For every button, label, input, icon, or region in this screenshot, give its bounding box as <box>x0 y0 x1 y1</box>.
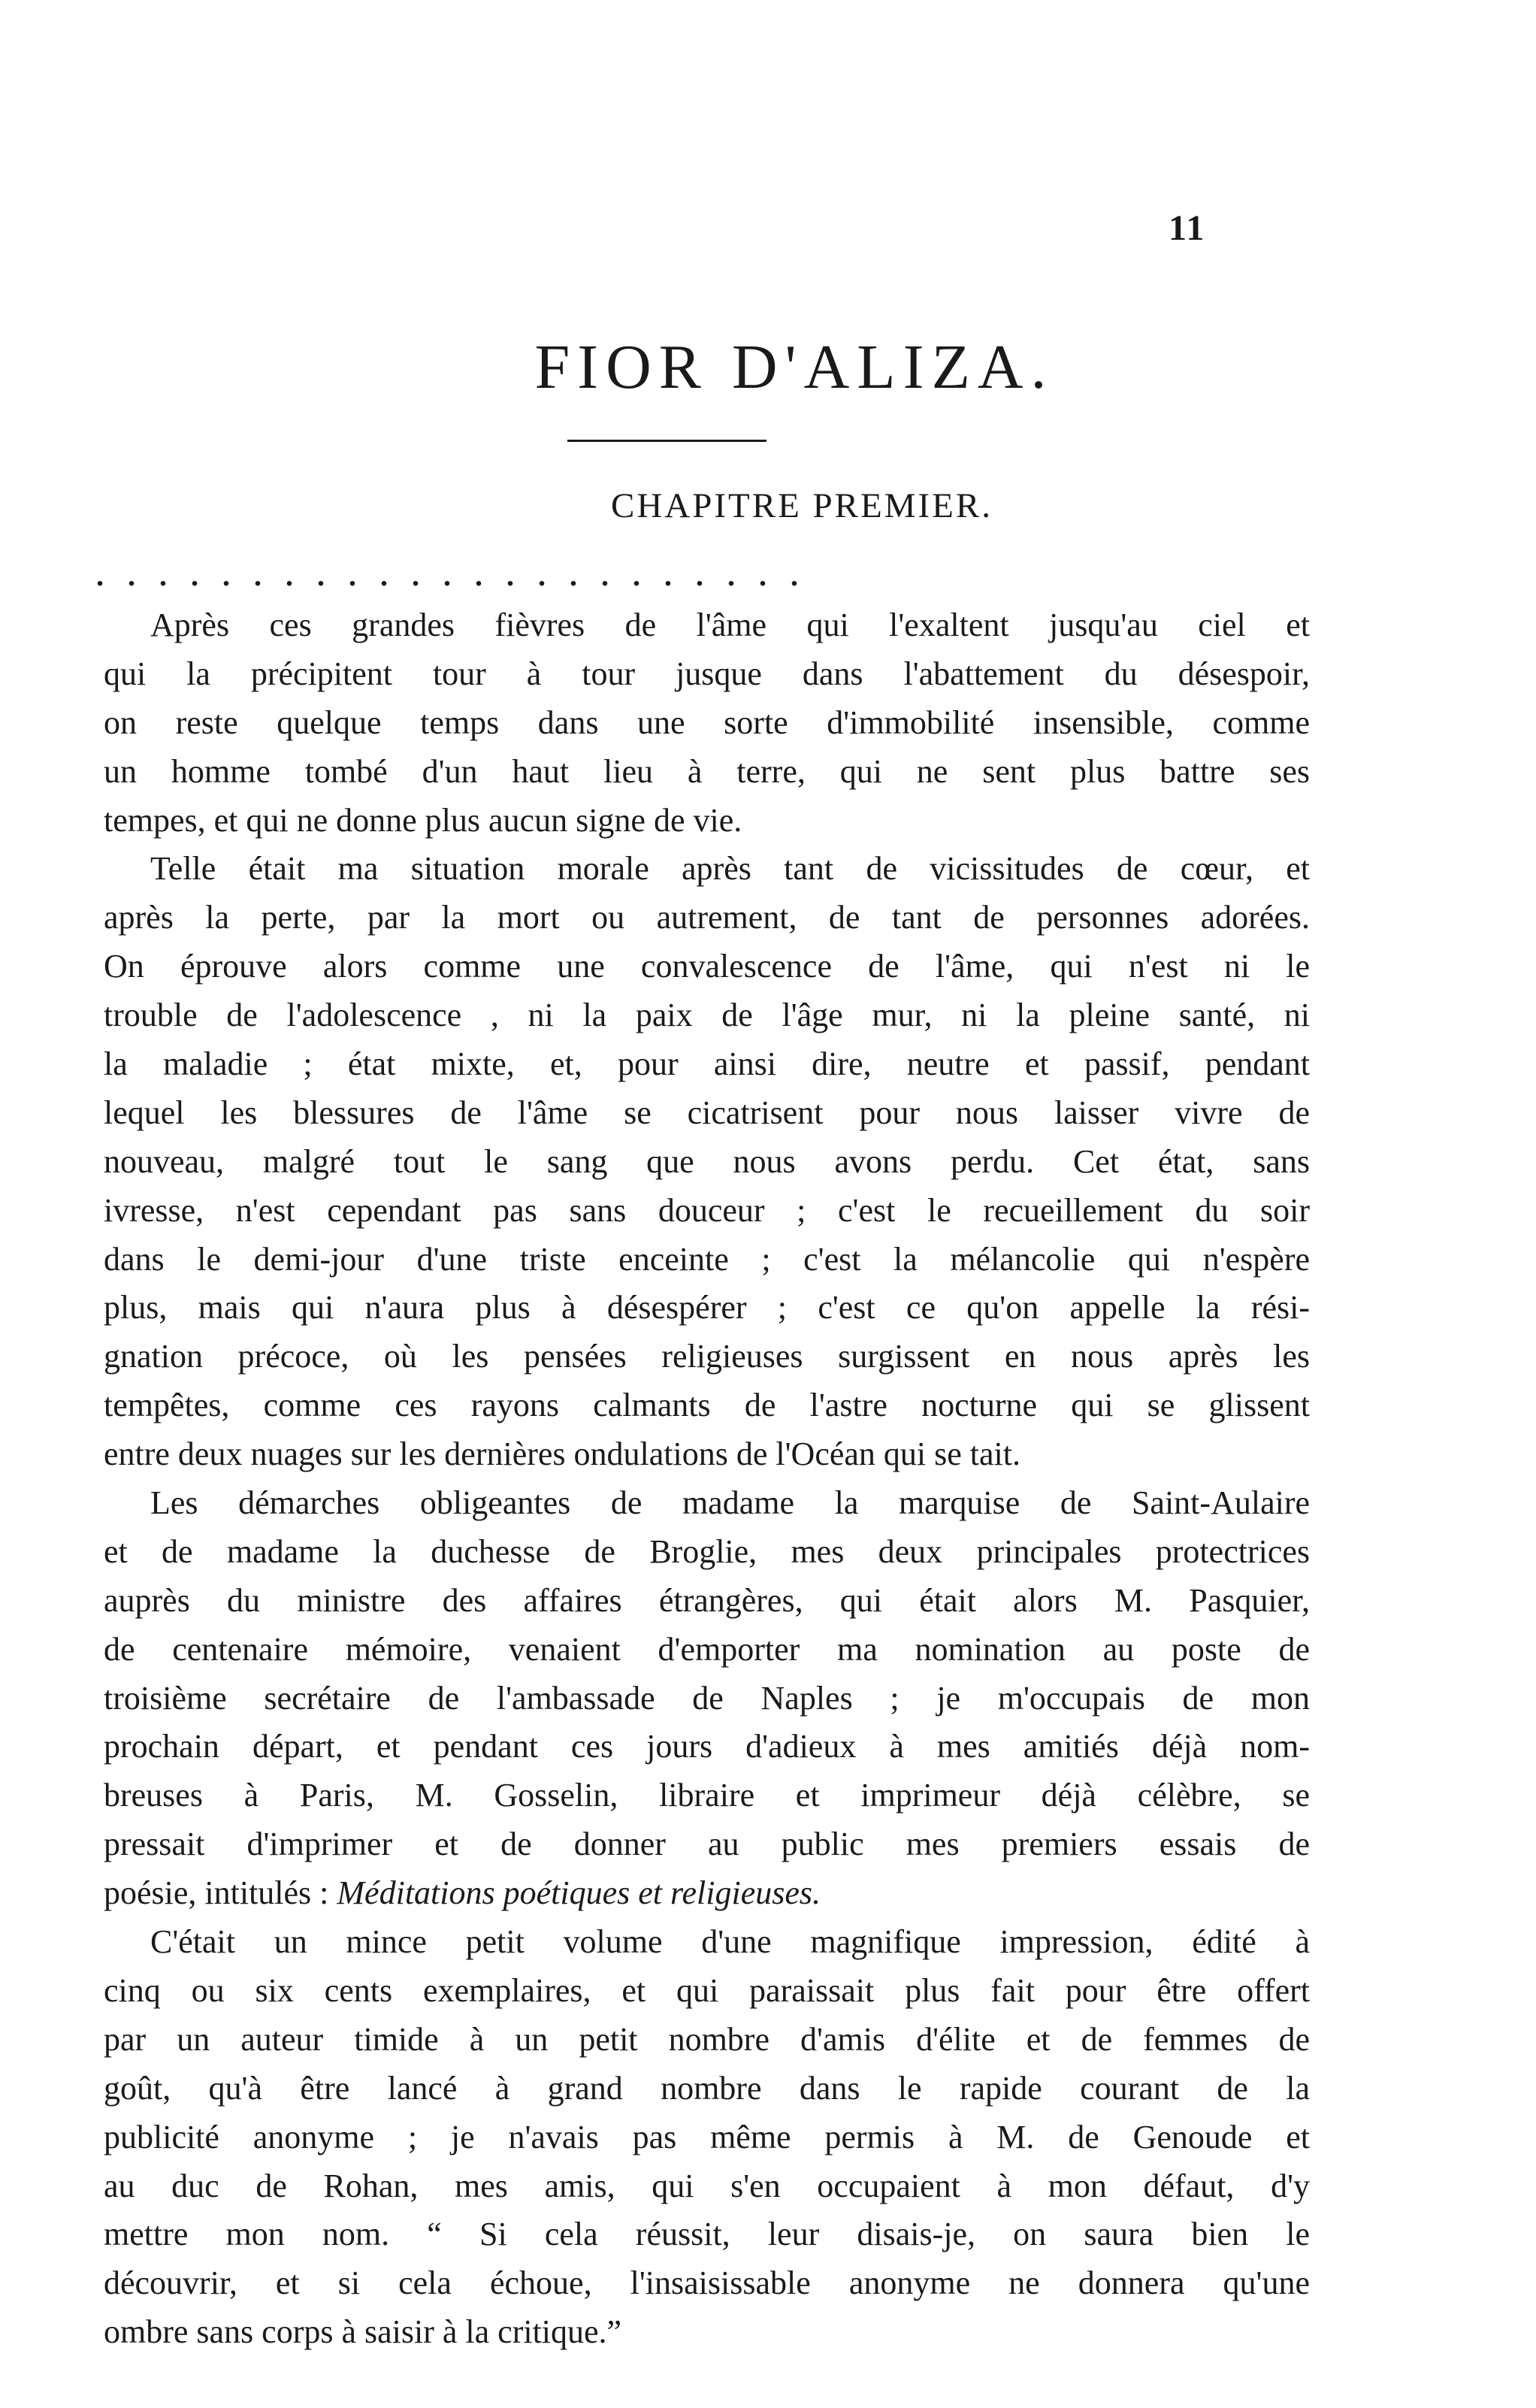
text-line: pressait d'imprimer et de donner au public mes premiers essais de <box>104 1826 1310 1863</box>
text-line: poésie, intitulés : Méditations poétiques et religieuses. <box>104 1874 821 1912</box>
text-line: auprès du ministre des affaires étrangères, qui était alors M. Pasquier, <box>104 1581 1310 1619</box>
page-title: FIOR D'ALIZA. <box>534 332 1054 402</box>
page-number: 11 <box>1169 208 1206 248</box>
text-line: goût, qu'à être lancé à grand nombre dans le rapide courant de la <box>104 2069 1310 2107</box>
text-line: breuses à Paris, M. Gosselin, libraire et imprimeur déjà célèbre, se <box>104 1777 1310 1814</box>
text-line: après la perte, par la mort ou autrement, de tant de personnes adorées. <box>104 899 1310 936</box>
text-line: C'était un mince petit volume d'une magnifique impression, édité à <box>150 1923 1310 1961</box>
text-line: ivresse, n'est cependant pas sans douceur ; c'est le recueillement du soir <box>104 1191 1310 1229</box>
title-rule <box>567 440 766 442</box>
text-line: par un auteur timide à un petit nombre d'amis d'élite et de femmes de <box>104 2020 1310 2058</box>
text-line: dans le demi-jour d'une triste enceinte ; c'est la mélancolie qui n'espère <box>104 1240 1310 1278</box>
text-line: la maladie ; état mixte, et, pour ainsi dire, neutre et passif, pendant <box>104 1045 1310 1083</box>
ellipsis-row: ....................... <box>96 558 822 592</box>
text-line: et de madame la duchesse de Broglie, mes deux principales protectrices <box>104 1532 1310 1570</box>
text-line: qui la précipitent tour à tour jusque dans l'abattement du désespoir, <box>104 655 1310 692</box>
text-line: nouveau, malgré tout le sang que nous avons perdu. Cet état, sans <box>104 1142 1310 1180</box>
body-text <box>104 601 1310 2357</box>
chapter-heading: CHAPITRE PREMIER. <box>611 486 993 525</box>
text-line: Les démarches obligeantes de madame la marquise de Saint-Aulaire <box>150 1484 1310 1522</box>
text-line: tempêtes, comme ces rayons calmants de l'astre nocturne qui se glissent <box>104 1387 1310 1424</box>
text-line: troisième secrétaire de l'ambassade de Naples ; je m'occupais de mon <box>104 1679 1310 1717</box>
text-line: plus, mais qui n'aura plus à désespérer ; c'est ce qu'on appelle la rési- <box>104 1289 1310 1327</box>
text-line: trouble de l'adolescence , ni la paix de l'âge mur, ni la pleine santé, ni <box>104 997 1310 1034</box>
text-line: Telle était ma situation morale après tant de vicissitudes de cœur, et <box>150 850 1310 888</box>
text-line: mettre mon nom. “ Si cela réussit, leur disais-je, on saura bien le <box>104 2216 1310 2253</box>
text-line: au duc de Rohan, mes amis, qui s'en occupaient à mon défaut, d'y <box>104 2167 1310 2204</box>
text-line: On éprouve alors comme une convalescence de l'âme, qui n'est ni le <box>104 948 1310 985</box>
text-line: gnation précoce, où les pensées religieuses surgissent en nous après les <box>104 1338 1310 1375</box>
text-line: découvrir, et si cela échoue, l'insaisissable anonyme ne donnera qu'une <box>104 2264 1310 2302</box>
italic-title: Méditations poétiques et religieuses. <box>337 1874 821 1912</box>
text-line: tempes, et qui ne donne plus aucun signe de vie. <box>104 801 742 839</box>
text-line: entre deux nuages sur les dernières ondulations de l'Océan qui se tait. <box>104 1435 1020 1473</box>
text-line: ombre sans corps à saisir à la critique.” <box>104 2313 622 2351</box>
text-line: Après ces grandes fièvres de l'âme qui l'exaltent jusqu'au ciel et <box>150 607 1310 643</box>
text-line: cinq ou six cents exemplaires, et qui paraissait plus fait pour être offert <box>104 1971 1310 2009</box>
text-line: de centenaire mémoire, venaient d'emporter ma nomination au poste de <box>104 1630 1310 1668</box>
text-line: lequel les blessures de l'âme se cicatrisent pour nous laisser vivre de <box>104 1094 1310 1131</box>
text-line: prochain départ, et pendant ces jours d'adieux à mes amitiés déjà nom- <box>104 1728 1310 1765</box>
text-line: on reste quelque temps dans une sorte d'immobilité insensible, comme <box>104 703 1310 741</box>
text-line: un homme tombé d'un haut lieu à terre, qui ne sent plus battre ses <box>104 752 1310 790</box>
text-line: publicité anonyme ; je n'avais pas même permis à M. de Genoude et <box>104 2118 1310 2155</box>
